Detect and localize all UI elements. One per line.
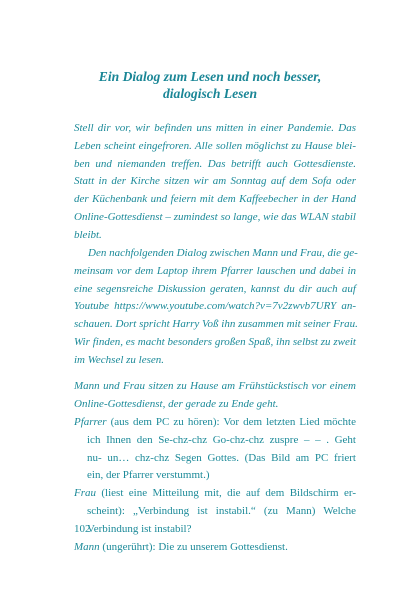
text-line: Online-Gottesdienst – zumindest so lange, wie das WLAN stabil [74,210,356,223]
dialogue-text: (liest eine Mitteilung mit, die auf dem Bildschirm er- [96,487,356,500]
speaker-pfarrer: Pfarrer [74,416,107,428]
text-line: eine segensreiche Diskussion geraten, kannst du dir auch auf [74,282,356,295]
stage-direction [74,378,356,414]
text-line: Mann und Frau sitzen zu Hause am Frühstückstisch vor einem [74,380,356,392]
intro-paragraph [74,120,356,245]
dialogue-line: nu- un… chz-chz Segen Gottes. (Das Bild am PC friert [87,451,356,464]
text-line: Statt in der Kirche sitzen wir am Sonntag auf dem Sofa oder [74,175,356,188]
dialogue-line [74,485,356,503]
dialogue-text: (ungerührt): Die zu unserem Gottesdienst. [99,540,288,553]
speaker-mann: Mann [74,540,100,553]
dialogue [74,414,356,556]
dialogue-line: ich Ihnen den Se-chz-chz Go-chz-chz zuspre – – . Geht [87,433,356,446]
dialogue-line: ein, der Pfarrer verstummt.) [87,469,210,482]
text-line: bleibt. [74,228,102,241]
second-paragraph [74,245,356,370]
chapter-title-line: Ein Dialog zum Lesen und noch besser, [98,69,322,84]
dialogue-line [74,539,356,557]
text-line: Wir finden, es macht besonders großen Spaß, ihn selbst zu zweit [74,335,356,348]
dialogue-line: Verbindung ist instabil? [87,522,192,535]
text-line: Stell dir vor, wir befinden uns mitten in einer Pandemie. Das [74,122,356,134]
dialogue-line: scheint): „Verbindung ist instabil.“ (zu Mann) Welche [87,504,356,517]
text-line: Den nachfolgenden Dialog zwischen Mann und Frau, die ge- [88,247,358,259]
dialogue-line [74,414,356,432]
speaker-frau: Frau [74,487,96,500]
dialogue-text: (aus dem PC zu hören): Vor dem letzten Lied möchte [106,416,356,428]
page-number: 102 [74,523,91,535]
text-line: der Küchenbank und feiern mit dem Kaffeebecher in der Hand [74,193,356,206]
text-line: Online-Gottesdienst, der gerade zu Ende geht. [74,397,279,410]
text-line: meinsam vor dem Laptop ihrem Pfarrer lauschen und dabei in [74,264,356,277]
chapter-title [60,68,360,102]
text-line: ben und niemanden treffen. Das betrifft auch Gottesdienste. [74,157,356,170]
text-line: Youtube https://www.youtube.com/watch?v=7v2zwvb7URY an- [74,300,356,313]
chapter-title-line: dialogisch Lesen [162,86,258,101]
text-line: Leben scheint eingefroren. Alle sollen möglichst zu Hause blei- [74,139,356,152]
text-line: schauen. Dort spricht Harry Voß ihn zusammen mit seiner Frau. [74,318,358,331]
text-line: im Wechsel zu lesen. [74,353,165,366]
